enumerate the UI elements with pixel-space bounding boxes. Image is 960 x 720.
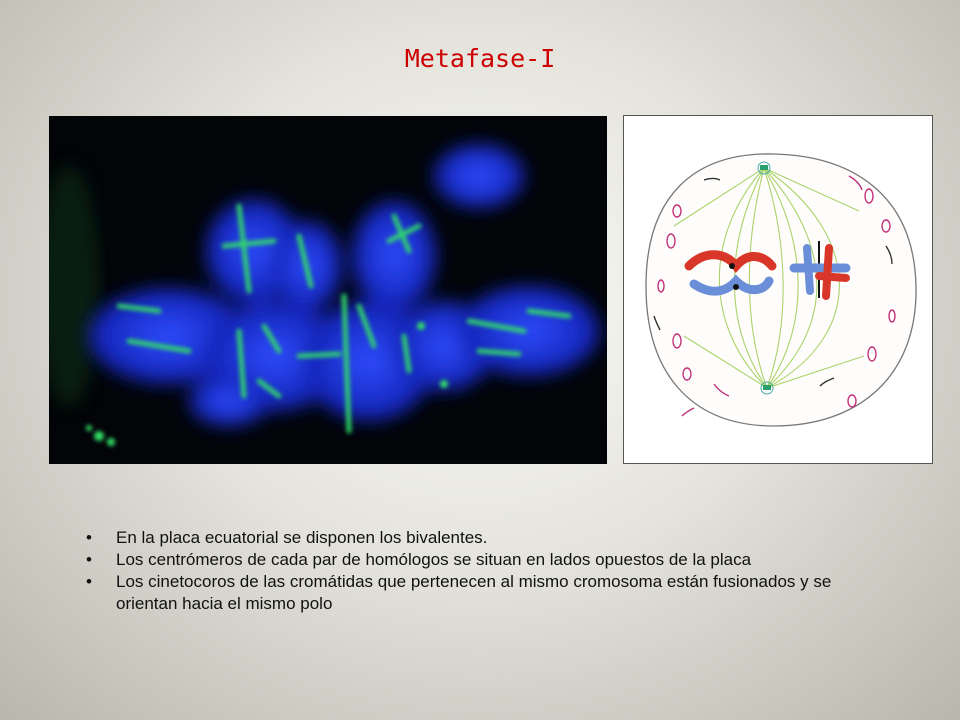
bullet-item: • Los centrómeros de cada par de homólogos se situan en lados opuestos de la placa (86, 549, 886, 571)
slide-title: Metafase-I (404, 44, 556, 73)
bullet-item: • Los cinetocoros de las cromátidas que pertenecen al mismo cromosoma están fusionados y se orientan hacia el mismo polo (86, 571, 886, 615)
bullet-item: • En la placa ecuatorial se disponen los bivalentes. (86, 527, 886, 549)
meiosis-metaphase-diagram (623, 115, 933, 464)
fluorescence-micrograph (49, 116, 607, 464)
bullet-list (86, 527, 886, 615)
